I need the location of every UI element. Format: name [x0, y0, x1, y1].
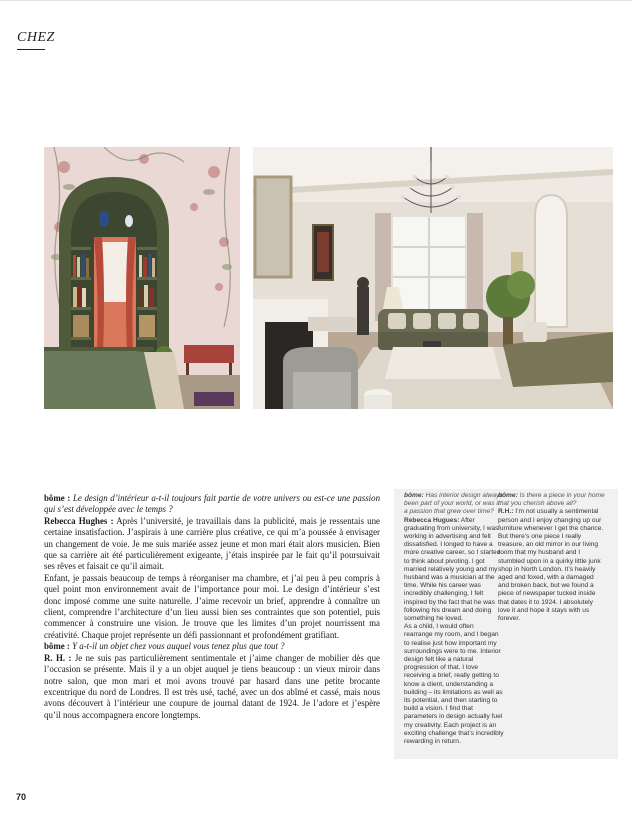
- page-header: [17, 30, 617, 50]
- french-q2-text: Y a-t-il un objet chez vous auquel vous tenez plus que tout ?: [69, 641, 285, 652]
- french-article-column: [44, 493, 380, 721]
- header-rule: [17, 49, 45, 50]
- french-q1-text: Le design d’intérieur a-t-il toujours fait partie de votre univers ou est-ce une passion qui s’est développée avec le temps ?: [44, 493, 381, 515]
- photo-arched-bookcase: [44, 147, 240, 409]
- french-answer-1: [44, 516, 380, 573]
- english-q2-label: bôme:: [498, 492, 518, 499]
- english-answer-1-paragraph-2: As a child, I would often rearrange my room, and I began to realise just how important my surroundings were to me. Interior design felt like a natural progression of that. I love receiving a brief, really getting to know a client, understanding a building – its limitations as well as its potential, and then starting to build a vision. I find that parameters in design actually fuel my creativity. Each project is an exciting challenge that’s incredibly rewarding in return.: [404, 623, 504, 746]
- english-q1-text: Has interior design always been part of your world, or was it a passion that grew over time?: [404, 492, 503, 516]
- english-answer-1: [404, 517, 504, 624]
- french-answer-2: [44, 653, 380, 721]
- english-question-2: [498, 492, 606, 508]
- photo-living-room: [253, 147, 613, 409]
- french-a1-text: Après l’université, je travaillais dans la publicité, mais je ressentais une certaine insatisfaction. J’aspirais à une carrière plus créative, ce qui m’a poussée à envisager un changement de voie. Je me suis mariée assez jeune et mon mari était alors musicien. Bien que sa carrière ait été particulièrement exigeante, j’étais inspirée par le fait qu’il poursuivait ses rêves et faisait ce qu’il aimait.: [44, 515, 381, 572]
- french-q2-label: bôme :: [44, 641, 70, 652]
- page-number: 70: [16, 792, 27, 802]
- english-question-1: [404, 492, 504, 517]
- french-question-2: [44, 641, 380, 652]
- english-column-1: [404, 492, 504, 746]
- french-answer-1-paragraph-2: Enfant, je passais beaucoup de temps à réorganiser ma chambre, et j’ai peu à peu compris à quel point mon environnement avait de l’importance pour moi. Le design d’intérieur s’est donc imposé comme une suite naturelle. J’aime recevoir un brief, apprendre à connaître un client, comprendre l’architecture d’un lieu aussi bien ses contraintes que son potentiel, puis commencer à construire une vision. Je trouve que les limites d’un projet nourrissent ma créativité. Chaque projet représente un défi passionnant et profondément gratifiant.: [44, 572, 380, 640]
- english-a2-label: R.H.:: [498, 508, 514, 516]
- french-a1-label: Rebecca Hughes :: [44, 515, 114, 526]
- english-a2-text: I’m not usually a sentimental person and I enjoy changing up our furniture whenever I get the chance. But there’s one piece I really treasure, an old mirror in our living room that my husband and I stumbled upon in a quirky little junk shop in North London. It’s heavily aged and foxed, with a damaged and broken back, but we found a piece of newspaper tucked inside that dates it to 1924. I absolutely love it and hope it stays with us forever.: [498, 508, 604, 623]
- english-a1-text: After graduating from university, I was working in advertising and felt dissatisfied. I longed to have a more creative career, so I started to think about pivoting. I got married relatively young and my husband was a musician at the time. While his career was incredibly challenging, I felt inspired by the fact that he was following his dream and doing something he loved.: [404, 516, 501, 623]
- english-a1-label: Rebecca Hugues:: [404, 516, 460, 524]
- french-a2-label: R. H. :: [44, 652, 72, 663]
- english-column-2: [498, 492, 606, 623]
- french-question-1: [44, 493, 380, 516]
- english-answer-2: [498, 508, 606, 623]
- top-border: [0, 0, 632, 1]
- french-q1-label: bôme :: [44, 493, 71, 503]
- english-q2-text: Is there a piece in your home that you cherish above all?: [498, 492, 605, 508]
- french-a2-text: Je ne suis pas particulièrement sentimentale et j’aime changer de mobilier dès que l’occasion se présente. Mais il y a un objet auquel je tiens beaucoup : un vieux miroir dans notre salon, que mon mari et moi avons trouvé par hasard dans une petite brocante excentrique du nord de Londres. Il est très usé, taché, avec un dos abîmé et cassé, mais nous avons découvert à l’intérieur une coupure de journal datant de 1924. Je l’adore et j’espère qu’il nous accompagnera encore longtemps.: [44, 652, 380, 720]
- english-q1-label: bôme:: [404, 492, 424, 499]
- living-room-illustration: [253, 147, 613, 409]
- section-label: CHEZ: [17, 30, 55, 45]
- arched-bookcase-illustration: [44, 147, 240, 409]
